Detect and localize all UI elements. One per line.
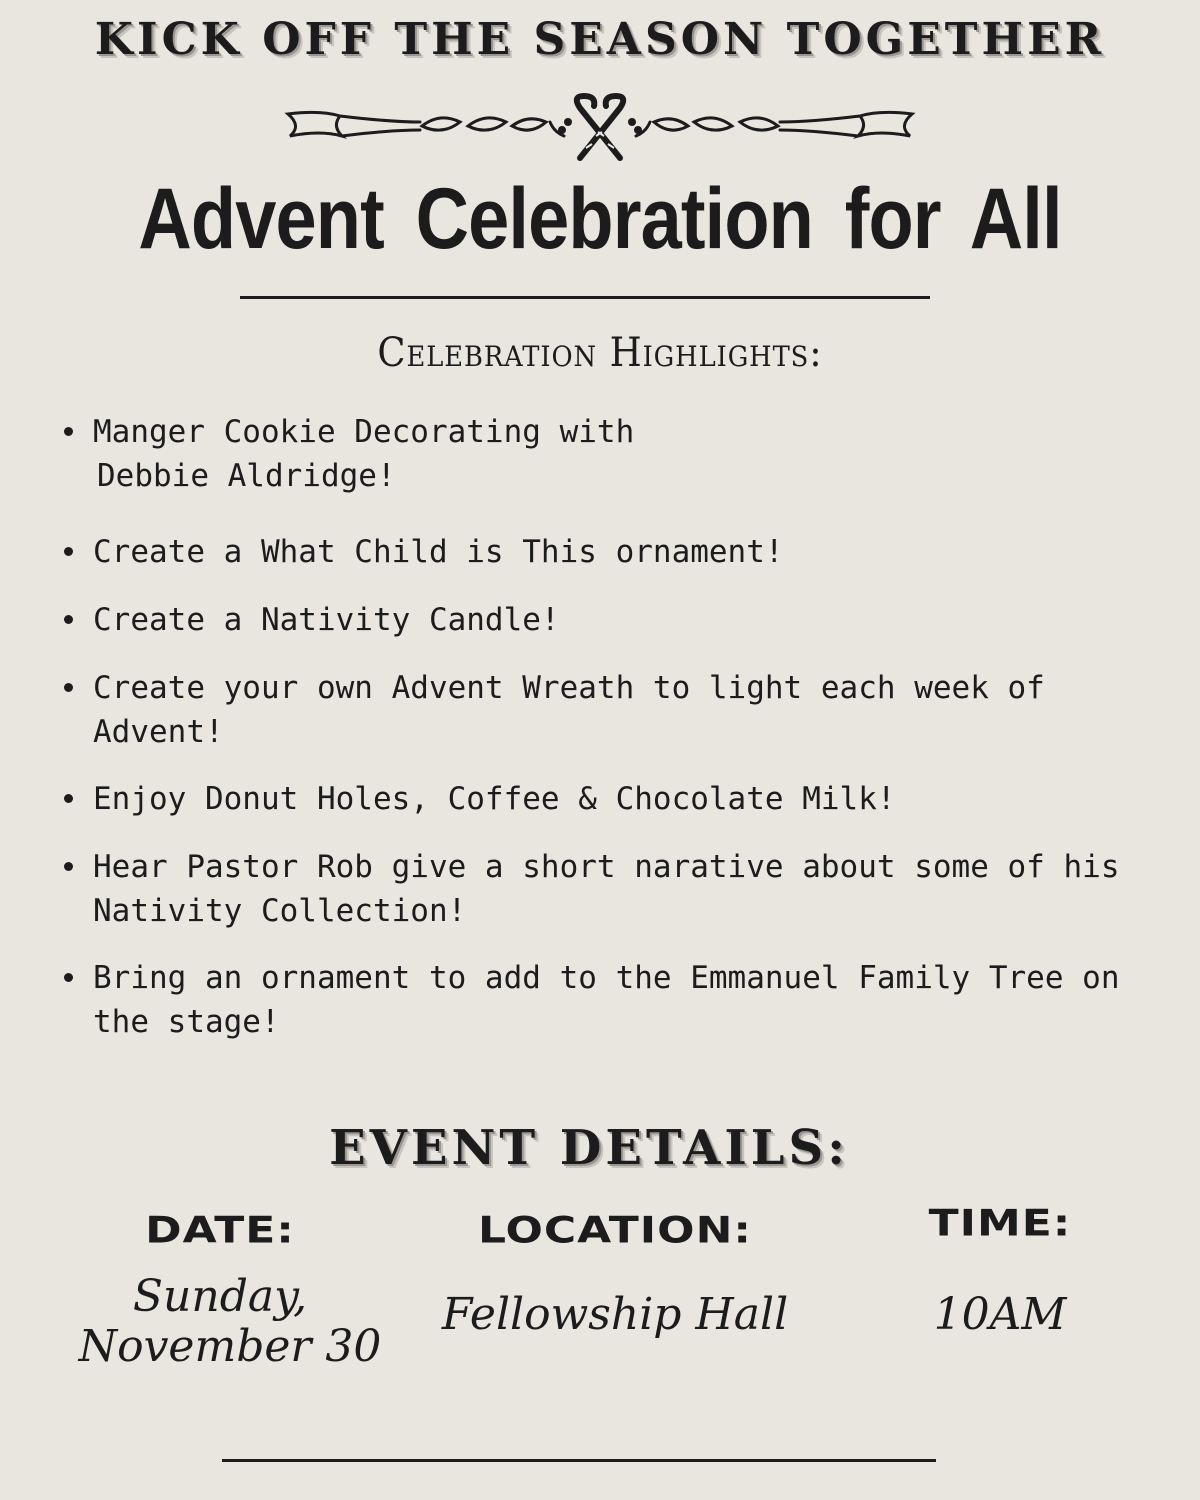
date-value-line1: Sunday, [132,1271,308,1322]
location-label: LOCATION: [477,1209,752,1252]
time-label: TIME: [928,1202,1072,1245]
top-divider [240,296,930,299]
bullet-icon [64,973,73,982]
bottom-divider [222,1459,936,1462]
date-label: DATE: [145,1209,295,1252]
list-item: Manger Cookie Decorating with Debbie Aldridge! [60,410,1170,498]
list-item: Create a What Child is This ornament! [60,530,1170,574]
date-value-line2: November 30 [78,1321,382,1372]
kicker-text: KICK OFF THE SEASON TOGETHER [94,14,1106,65]
bullet-icon [64,547,73,556]
candy-cane-flourish-icon [280,92,920,162]
highlights-heading: Celebration Highlights: [377,330,823,376]
list-item: Create your own Advent Wreath to light each week of Advent! [60,666,1170,754]
bullet-icon [64,683,73,692]
event-details-heading: EVENT DETAILS: [329,1120,849,1176]
list-item: Bring an ornament to add to the Emmanuel Family Tree on the stage! [60,956,1170,1044]
time-value: 10AM [933,1289,1067,1340]
list-item: Enjoy Donut Holes, Coffee & Chocolate Milk! [60,777,1170,821]
list-item: Create a Nativity Candle! [60,598,1170,642]
location-value: Fellowship Hall [441,1289,789,1340]
bullet-icon [64,862,73,871]
page-title: Advent Celebration for All [138,171,1062,267]
bullet-icon [64,615,73,624]
bullet-icon [64,427,73,436]
bullet-icon [64,794,73,803]
list-item: Hear Pastor Rob give a short narative about some of his Nativity Collection! [60,845,1170,933]
